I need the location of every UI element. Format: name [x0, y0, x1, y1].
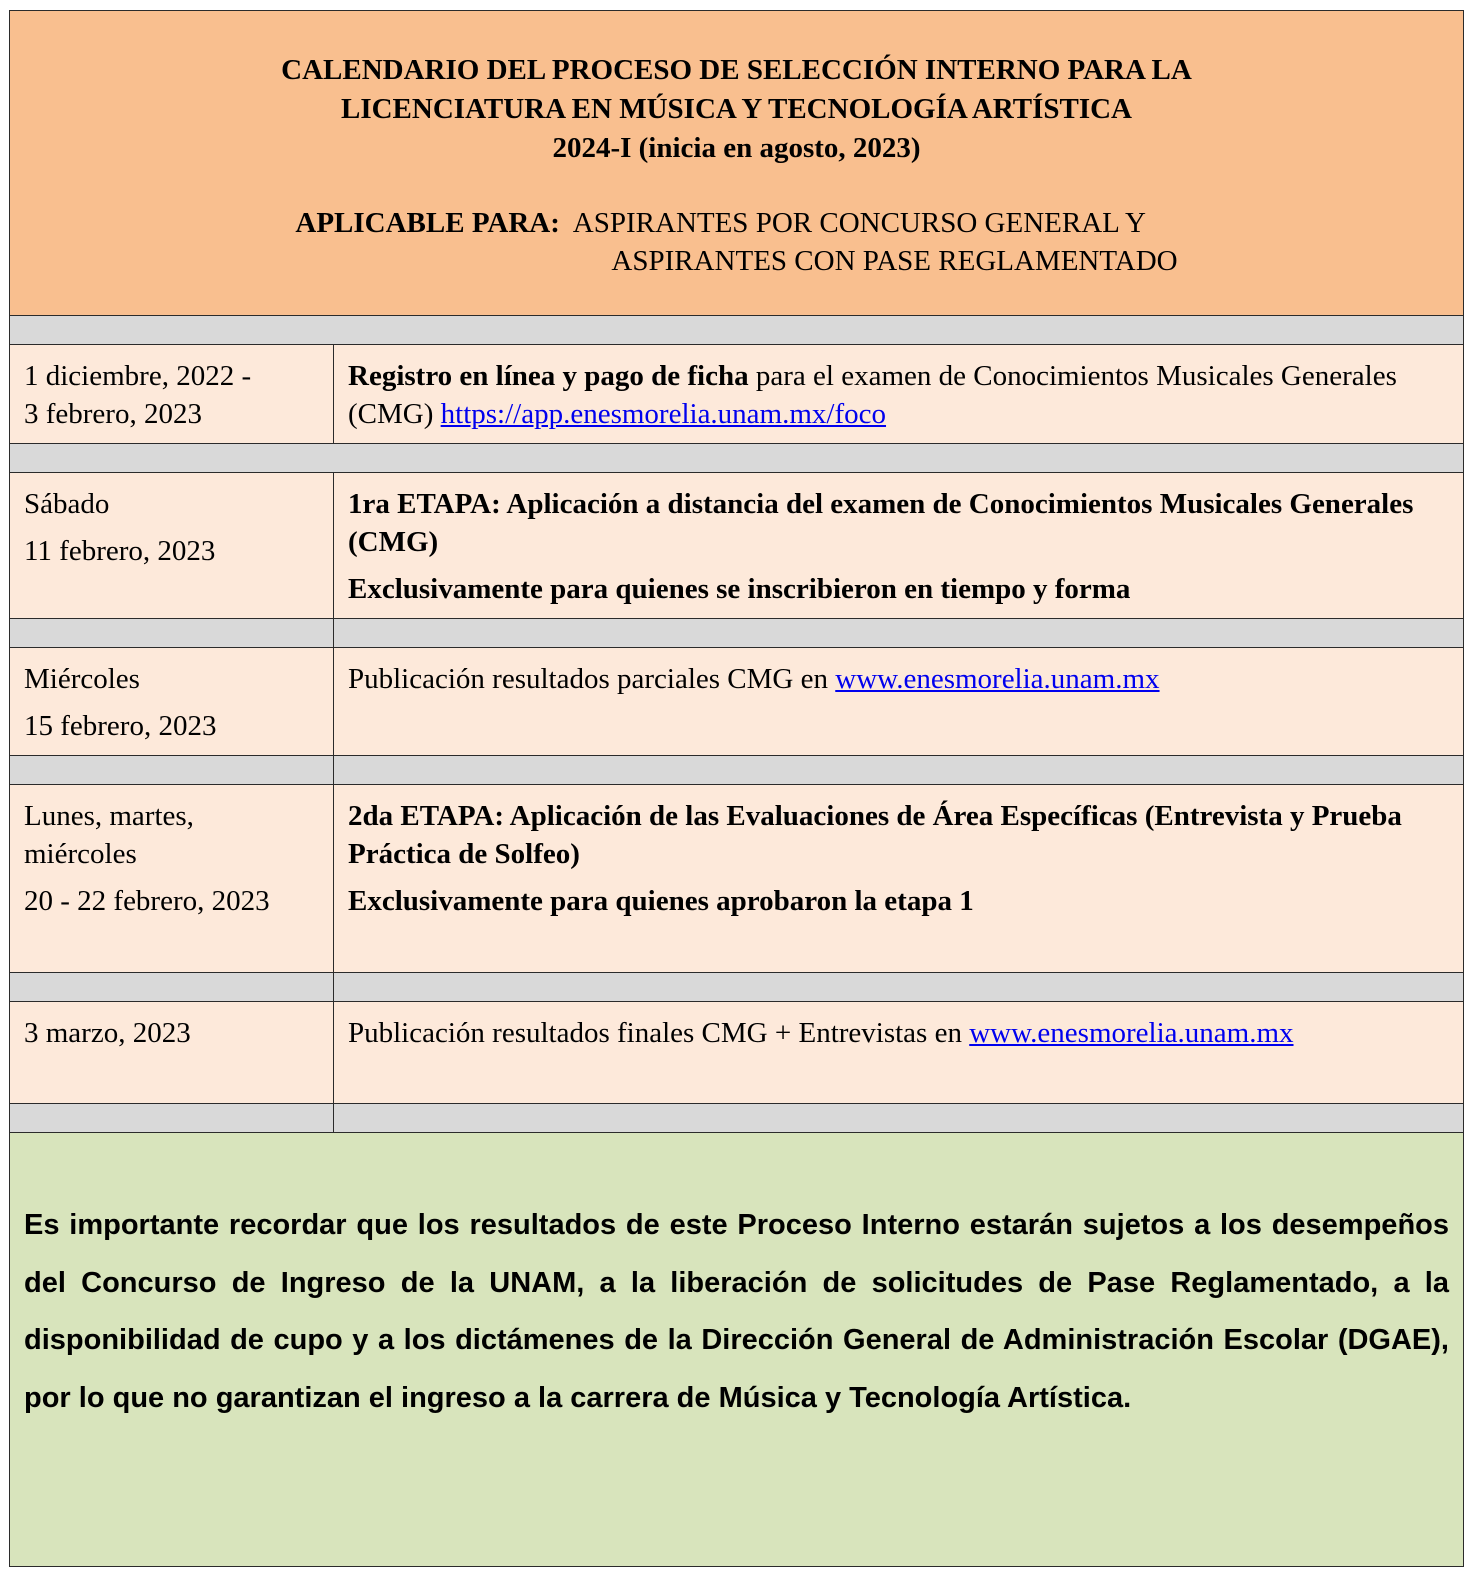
- date-cell: [10, 648, 334, 756]
- description-cell: [334, 473, 1464, 619]
- date-line: 20 - 22 febrero, 2023: [24, 885, 270, 917]
- table-row: [10, 473, 1464, 619]
- spacer-row: [10, 619, 1464, 648]
- date-line: 15 febrero, 2023: [24, 710, 217, 742]
- applicable-line-2: ASPIRANTES CON PASE REGLAMENTADO: [611, 245, 1178, 277]
- spacer-cell: [10, 1104, 334, 1133]
- spacer-cell: [10, 316, 1464, 345]
- date-line: 1 diciembre, 2022 -: [24, 360, 252, 392]
- spacer-cell: [10, 619, 334, 648]
- note-row: [10, 1133, 1464, 1567]
- description-bold: Registro en línea y pago de ficha: [348, 360, 749, 392]
- header-row: [10, 11, 1464, 316]
- spacer-cell: [10, 756, 334, 785]
- applicable-block: [295, 204, 1177, 280]
- spacer-cell: [10, 973, 334, 1002]
- title-line-2: LICENCIATURA EN MÚSICA Y TECNOLOGÍA ARTÍSTICA: [340, 93, 1132, 125]
- description-bold-2: Exclusivamente para quienes se inscribieron en tiempo y forma: [348, 573, 1131, 605]
- table-row: [10, 1002, 1464, 1104]
- header-cell: [10, 11, 1464, 316]
- date-line: 3 marzo, 2023: [24, 1017, 191, 1049]
- spacer-row: [10, 316, 1464, 345]
- date-line: miércoles: [24, 838, 137, 870]
- date-cell: [10, 473, 334, 619]
- note-cell: [10, 1133, 1464, 1567]
- date-line: Lunes, martes,: [24, 800, 194, 832]
- applicable-label: APLICABLE PARA:: [295, 207, 560, 239]
- description-cell: [334, 785, 1464, 973]
- description-text: para el examen de Conocimientos Musicales Generales (CMG): [348, 360, 1397, 430]
- final-results-link[interactable]: www.enesmorelia.unam.mx: [969, 1017, 1294, 1049]
- description-cell: [334, 648, 1464, 756]
- spacer-cell: [334, 756, 1464, 785]
- spacer-row: [10, 756, 1464, 785]
- date-line: Sábado: [24, 488, 110, 520]
- applicable-line-1: ASPIRANTES POR CONCURSO GENERAL Y: [572, 207, 1146, 239]
- description-bold-2: Exclusivamente para quienes aprobaron la etapa 1: [348, 885, 974, 917]
- description-text: Publicación resultados finales CMG + Entrevistas en: [348, 1017, 970, 1049]
- spacer-cell: [334, 619, 1464, 648]
- description-bold: 1ra ETAPA: Aplicación a distancia del examen de Conocimientos Musicales Generales (CMG): [348, 488, 1414, 558]
- spacer-row: [10, 973, 1464, 1002]
- title-line-1: CALENDARIO DEL PROCESO DE SELECCIÓN INTERNO PARA LA: [281, 54, 1192, 86]
- date-line: 11 febrero, 2023: [24, 535, 216, 567]
- registration-link[interactable]: https://app.enesmorelia.unam.mx/foco: [440, 398, 887, 430]
- table-row: [10, 648, 1464, 756]
- spacer-cell: [334, 1104, 1464, 1133]
- description-bold: 2da ETAPA: Aplicación de las Evaluaciones de Área Específicas (Entrevista y Prueba Práctica de Solfeo): [348, 800, 1402, 870]
- table-row: [10, 785, 1464, 973]
- results-link[interactable]: www.enesmorelia.unam.mx: [835, 663, 1160, 695]
- calendar-table: [9, 10, 1464, 1567]
- date-cell: [10, 345, 334, 444]
- date-line: Miércoles: [24, 663, 140, 695]
- date-cell: [10, 785, 334, 973]
- date-line: 3 febrero, 2023: [24, 398, 202, 430]
- date-cell: [10, 1002, 334, 1104]
- important-note: Es importante recordar que los resultados de este Proceso Interno estarán sujetos a los desempeños del Concurso de Ingreso de la UNAM, a la liberación de solicitudes de Pase Reglamentado, a la disponibilidad de cupo y a los dictámenes de la Dirección General de Administración Escolar (DGAE), por lo que no garantizan el ingreso a la carrera de Música y Tecnología Artística.: [24, 1209, 1449, 1414]
- spacer-row: [10, 444, 1464, 473]
- spacer-row: [10, 1104, 1464, 1133]
- title-line-3: 2024-I (inicia en agosto, 2023): [552, 132, 921, 164]
- description-text: Publicación resultados parciales CMG en: [348, 663, 836, 695]
- description-cell: [334, 1002, 1464, 1104]
- spacer-cell: [334, 973, 1464, 1002]
- spacer-cell: [10, 444, 1464, 473]
- table-row: [10, 345, 1464, 444]
- description-cell: [334, 345, 1464, 444]
